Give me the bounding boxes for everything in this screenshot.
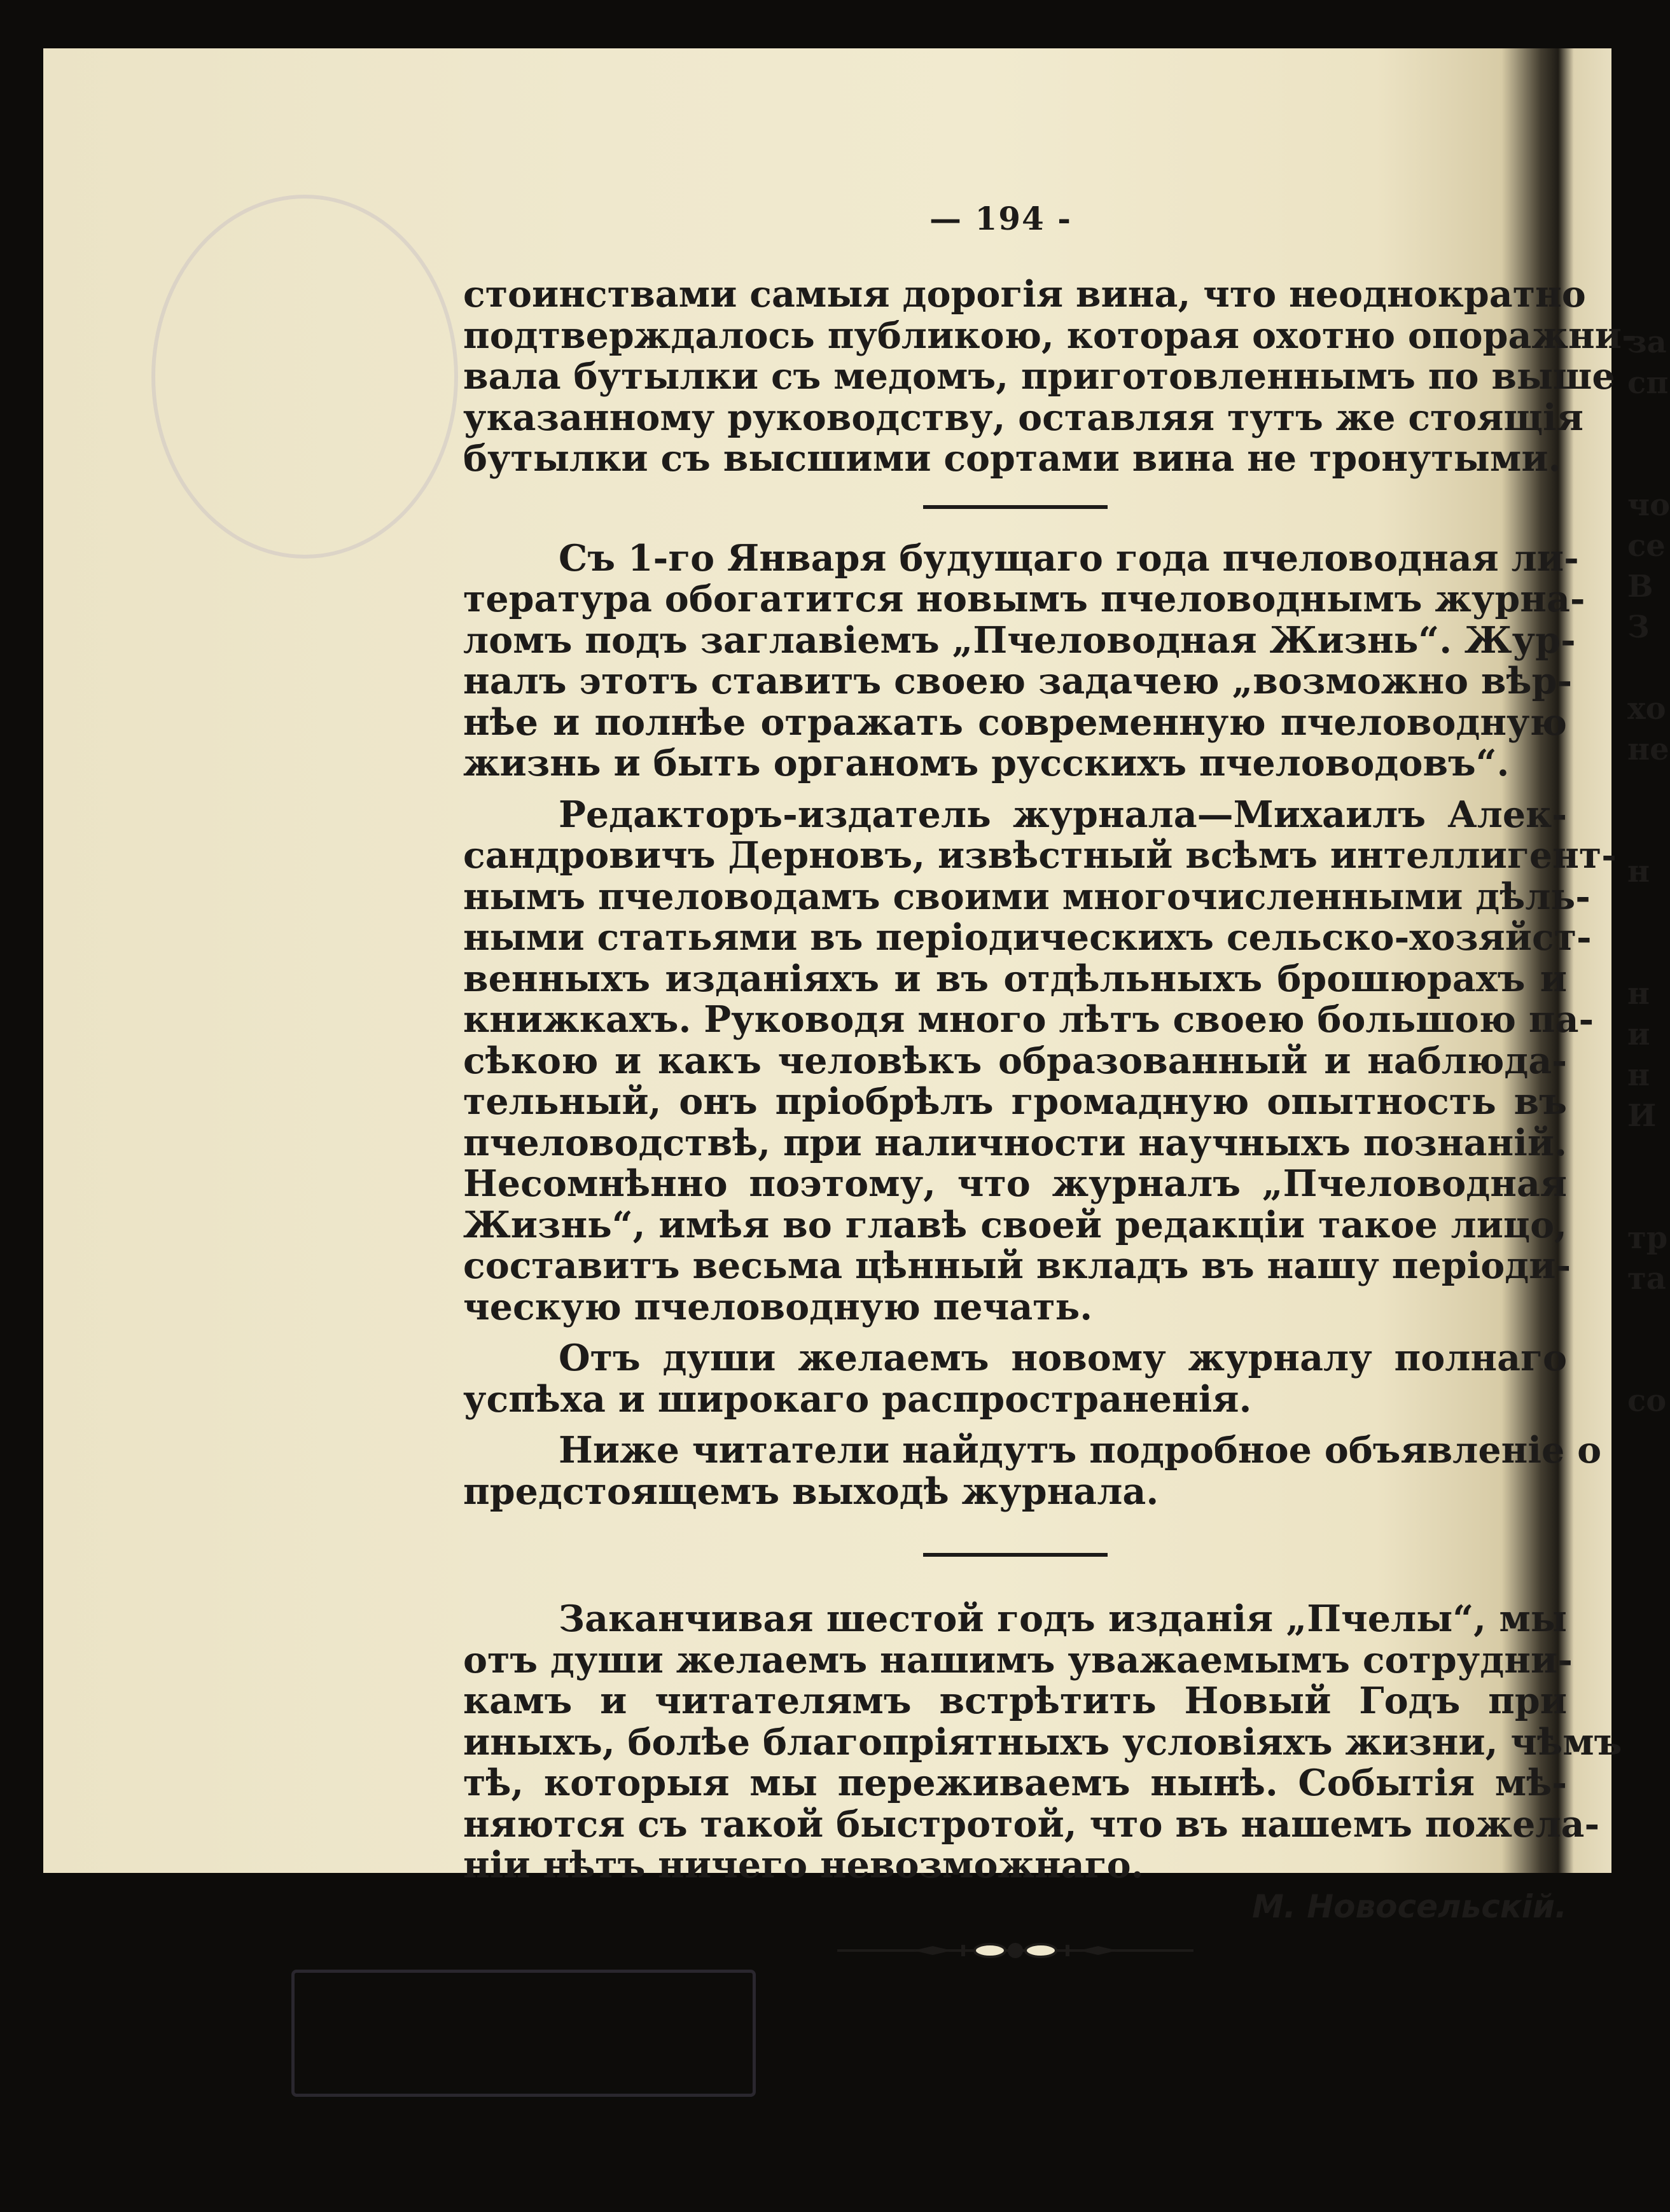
text-line: Заканчивая шестой годъ изданія „Пчелы“, мы <box>559 1597 1567 1640</box>
text-line: тература обогатится новымъ пчеловоднымъ журна- <box>463 578 1585 620</box>
facing-page-fragment: та <box>1627 1261 1666 1297</box>
paragraph-4 <box>463 1338 1567 1420</box>
text-line: Ниже читатели найдутъ подробное объявленіе о <box>559 1429 1602 1471</box>
text-line: Редакторъ-издатель журнала—Михаилъ Алек- <box>559 793 1567 836</box>
facing-page-fragment: чо <box>1627 487 1670 523</box>
paragraph-3 <box>463 793 1617 1328</box>
text-line: книжкахъ. Руководя много лѣтъ своею большою па- <box>463 998 1594 1041</box>
page-number: — 194 - <box>929 200 1072 237</box>
text-line: жизнь и быть органомъ русскихъ пчеловодовъ“. <box>463 742 1510 784</box>
facing-page-fragment: со <box>1627 1383 1667 1419</box>
text-line: успѣха и широкаго распространенія. <box>463 1377 1252 1421</box>
text-line: бутылки съ высшими сортами вина не тронутыми. <box>463 437 1561 480</box>
text-line: Съ 1-го Января будущаго года пчеловодная ли- <box>559 536 1579 580</box>
signature: М. Новосельскій. <box>1252 1888 1567 1925</box>
text-line: сандровичъ Дерновъ, извѣстный всѣмъ интеллигент- <box>463 834 1617 877</box>
text-line: ческую пчеловодную печать. <box>463 1285 1093 1328</box>
facing-page-fragment: сп <box>1627 365 1669 401</box>
article-text <box>463 273 1637 1960</box>
facing-page-fragments <box>1627 322 1670 1421</box>
facing-page-fragment <box>1627 1177 1655 1218</box>
text-line: предстоящемъ выходѣ журнала. <box>463 1470 1159 1513</box>
facing-page-fragment: З <box>1627 609 1650 645</box>
text-line: камъ и читателямъ встрѣтить Новый Годъ при <box>463 1680 1567 1722</box>
facing-page-fragment: не <box>1627 732 1669 767</box>
text-line: нымъ пчеловодамъ своими многочисленными дѣль- <box>463 875 1590 918</box>
paragraph-2 <box>463 536 1585 784</box>
text-line: Несомнѣнно поэтому, что журналъ „Пчеловодная <box>463 1162 1567 1205</box>
text-line: тѣ, которыя мы переживаемъ нынѣ. Событія мѣ- <box>463 1762 1567 1804</box>
text-line: венныхъ изданіяхъ и въ отдѣльныхъ брошюрахъ и <box>463 957 1567 1000</box>
text-line: налъ этотъ ставитъ своею задачею „возможно вѣр- <box>463 660 1573 702</box>
facing-page-fragment: И <box>1627 1098 1657 1134</box>
facing-page-fragment: тр <box>1627 1220 1668 1256</box>
faded-library-stamp <box>151 195 458 559</box>
ornament-divider <box>837 1941 1193 1960</box>
paragraph-5 <box>463 1429 1602 1513</box>
text-line: пчеловодствѣ, при наличности научныхъ познаній. <box>463 1121 1567 1164</box>
facing-page-fragment <box>1627 403 1655 444</box>
facing-page-fragment <box>1627 770 1655 810</box>
facing-page-fragment <box>1627 1340 1655 1381</box>
text-line: няются съ такой быстротой, что въ нашемъ пожела- <box>463 1802 1600 1846</box>
text-line: стоинствами самыя дорогія вина, что неоднократно <box>463 273 1586 316</box>
facing-page-fragment <box>1627 892 1655 933</box>
facing-page-fragment <box>1627 1299 1655 1340</box>
text-line: Жизнь“, имѣя во главѣ своей редакціи такое лицо, <box>463 1203 1567 1246</box>
text-line: ніи нѣтъ ничего невозможнаго. <box>463 1844 1144 1886</box>
text-line: подтверждалось публикою, которая охотно опоражни- <box>463 314 1637 357</box>
text-line: нѣе и полнѣе отражать современную пчеловодную <box>463 700 1567 744</box>
facing-page-fragment: хо <box>1627 691 1666 727</box>
text-line: тельный, онъ пріобрѣлъ громадную опытность въ <box>463 1080 1567 1123</box>
facing-page-fragment: н <box>1627 1057 1650 1093</box>
facing-page-fragment: за <box>1627 324 1667 360</box>
text-line: отъ души желаемъ нашимъ уважаемымъ сотрудни- <box>463 1638 1573 1681</box>
text-line: вала бутылки съ медомъ, приготовленнымъ по выше <box>463 355 1615 398</box>
text-line: ломъ подъ заглавіемъ „Пчеловодная Жизнь“. Жур- <box>463 618 1576 662</box>
faded-rectangular-stamp <box>291 1970 756 2097</box>
text-line: ными статьями въ періодическихъ сельско-хозяйст- <box>463 916 1592 959</box>
facing-page-fragment: н <box>1627 854 1650 889</box>
text-line: указанному руководству, оставляя тутъ же стоящія <box>463 396 1583 439</box>
text-line: иныхъ, болѣе благопріятныхъ условіяхъ жизни, чѣмъ <box>463 1720 1622 1763</box>
text-line: сѣкою и какъ человѣкъ образованный и наблюда- <box>463 1039 1567 1082</box>
facing-page-fragment <box>1627 933 1655 973</box>
book-page <box>43 48 1670 1925</box>
paragraph-1 <box>463 273 1637 480</box>
facing-page-fragment: н <box>1627 976 1650 1012</box>
facing-page-fragment: се <box>1627 528 1666 564</box>
text-line: Отъ души желаемъ новому журналу полнаго <box>559 1337 1567 1379</box>
facing-page-fragment <box>1627 648 1655 688</box>
facing-page-fragment: и <box>1627 1017 1650 1052</box>
paragraph-6 <box>463 1597 1622 1886</box>
facing-page-fragment <box>1627 444 1655 485</box>
facing-page-fragment <box>1627 1136 1655 1177</box>
text-line: составитъ весьма цѣнный вкладъ въ нашу періоди- <box>463 1244 1571 1287</box>
facing-page-fragment <box>1627 810 1655 851</box>
facing-page-fragment: В <box>1627 569 1653 604</box>
